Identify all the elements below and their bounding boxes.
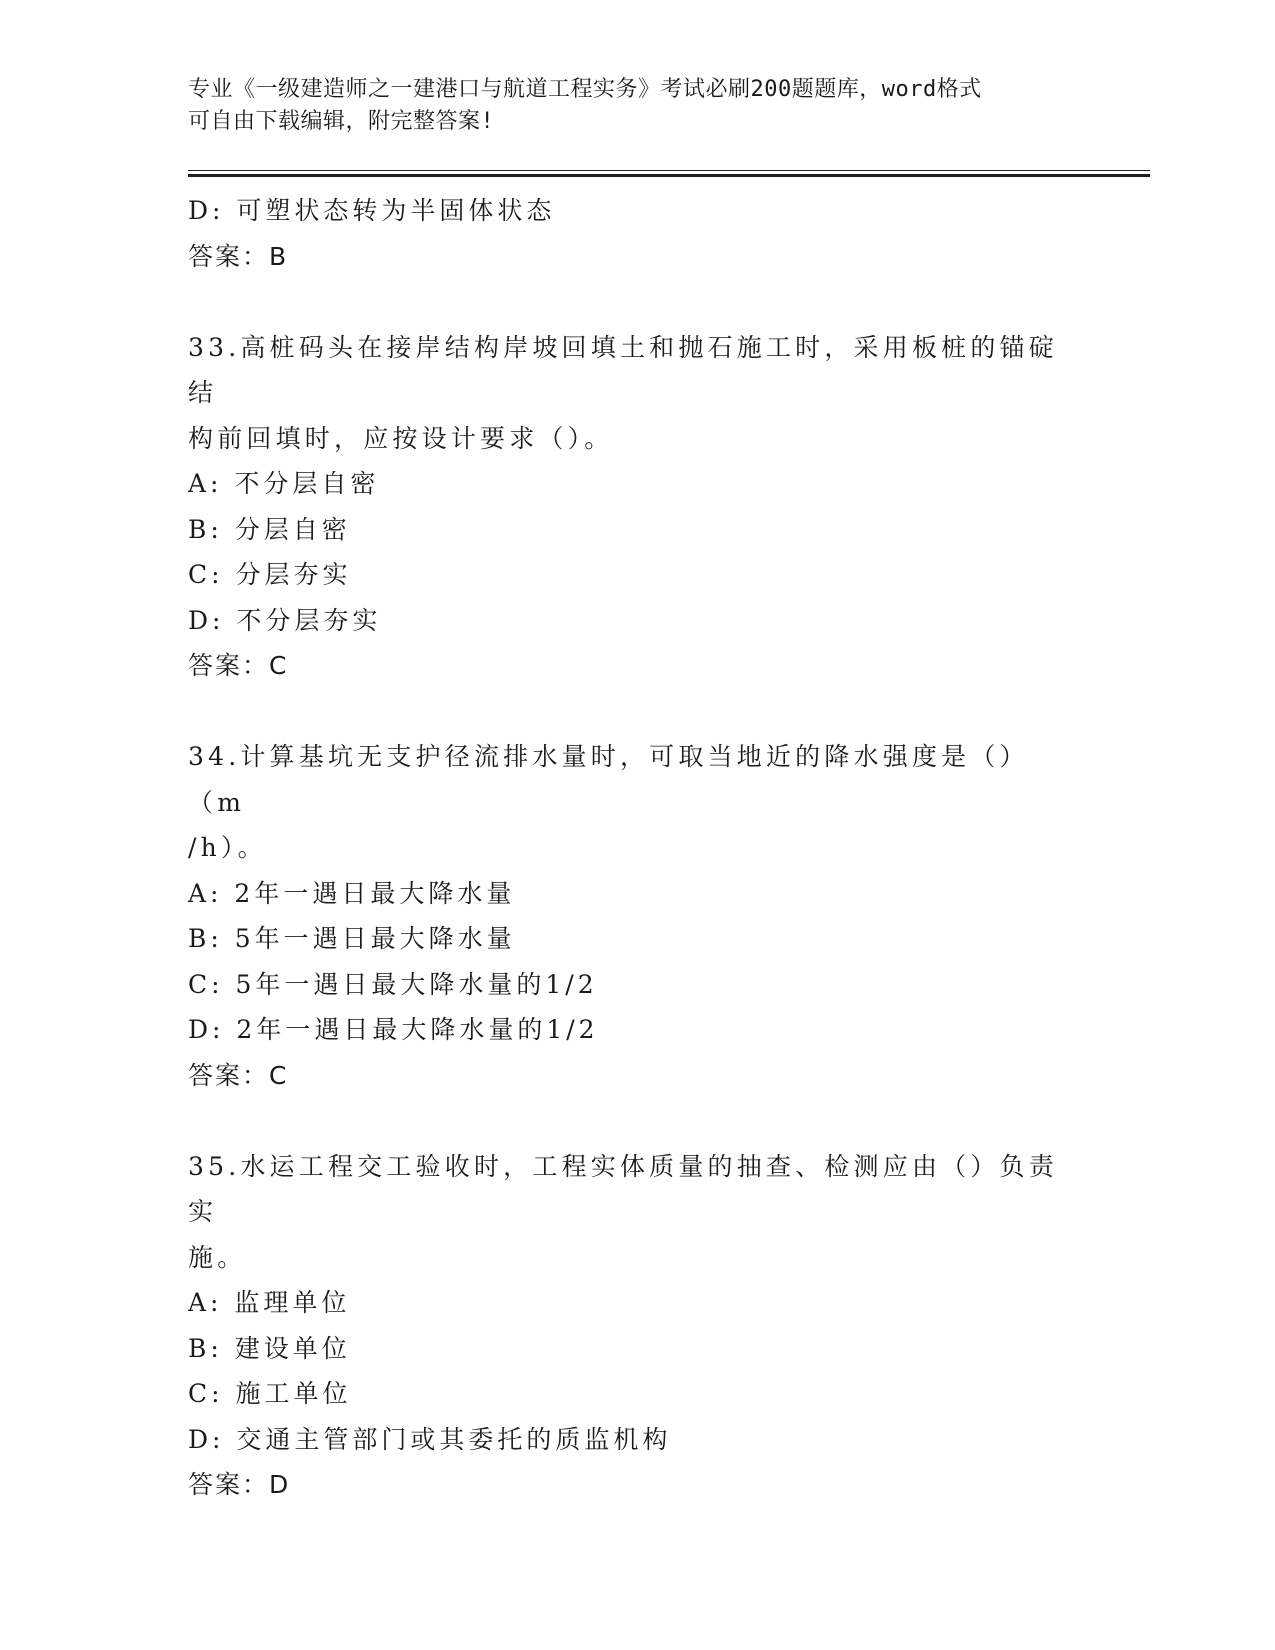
question-stem-line-1: 34.计算基坑无支护径流排水量时，可取当地近的降水强度是（）（m <box>188 742 1029 817</box>
option-c: C: 分层夯实 <box>188 560 352 589</box>
header-title-line-1: 专业《一级建造师之一建港口与航道工程实务》考试必刷200题题库，word格式 <box>188 77 982 102</box>
header-divider-thin <box>188 170 1150 171</box>
option-d: D: 不分层夯实 <box>188 605 382 635</box>
option-b: B: 建设单位 <box>188 1333 351 1363</box>
option-b: B: 分层自密 <box>188 514 351 544</box>
option-d: D: 2年一遇日最大降水量的1/2 <box>188 1015 599 1044</box>
question-stem-line-1: 33.高桩码头在接岸结构岸坡回填土和抛石施工时，采用板桩的锚碇结 <box>188 332 1058 407</box>
header-divider-thick <box>188 174 1150 177</box>
question-stem-line-1: 35.水运工程交工验收时，工程实体质量的抽查、检测应由（）负责实 <box>188 1151 1058 1226</box>
option-c: C: 5年一遇日最大降水量的1/2 <box>188 969 598 999</box>
question-answer: 答案：C <box>188 1060 289 1090</box>
question-33 <box>188 325 1088 689</box>
question-answer: 答案：D <box>188 1470 291 1499</box>
question-stem-line-2: /h）。 <box>188 833 267 862</box>
spacer <box>188 689 1088 735</box>
option-d: D: 交通主管部门或其委托的质监机构 <box>188 1424 672 1454</box>
header-title-line-2: 可自由下载编辑，附完整答案! <box>188 109 495 134</box>
question-35 <box>188 1144 1088 1508</box>
question-answer: 答案：C <box>188 651 289 680</box>
option-a: A: 不分层自密 <box>188 469 380 498</box>
document-header <box>188 74 1068 138</box>
question-stem-line-2: 构前回填时，应按设计要求（）。 <box>188 423 614 453</box>
carryover-option-d: D: 可塑状态转为半固体状态 <box>188 196 556 225</box>
option-b: B: 5年一遇日最大降水量 <box>188 924 516 953</box>
question-stem-line-2: 施。 <box>188 1242 247 1272</box>
option-a: A: 2年一遇日最大降水量 <box>188 878 516 908</box>
spacer <box>188 279 1088 325</box>
carryover-answer: 答案：B <box>188 241 289 271</box>
question-34 <box>188 734 1088 1098</box>
option-c: C: 施工单位 <box>188 1379 352 1408</box>
document-body <box>188 188 1088 1508</box>
spacer <box>188 1098 1088 1144</box>
option-a: A: 监理单位 <box>188 1288 351 1317</box>
